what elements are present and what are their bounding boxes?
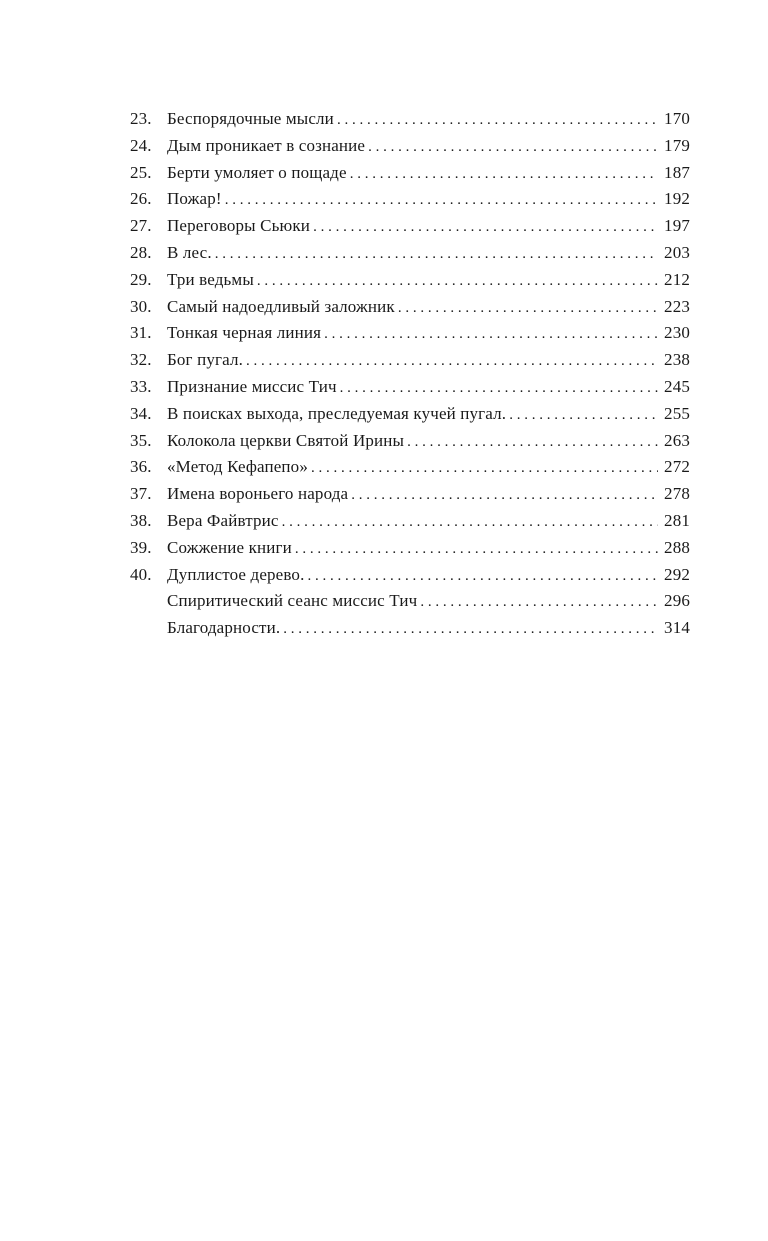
toc-entry <box>130 267 690 294</box>
dot-leader <box>307 563 658 590</box>
entry-number: 33. <box>130 376 152 396</box>
toc-entry <box>130 106 690 133</box>
entry-page: 245 <box>664 376 690 396</box>
entry-title: Самый надоедливый заложник <box>167 296 395 316</box>
entry-title: Колокола церкви Святой Ирины <box>167 430 405 450</box>
entry-number: 34. <box>130 403 152 423</box>
entry-title: Бог пугал. <box>167 350 243 370</box>
entry-number: 31. <box>130 323 152 343</box>
entry-title: Беспорядочные мысли <box>167 109 334 128</box>
dot-leader <box>313 214 658 241</box>
entry-page: 278 <box>664 484 690 504</box>
dot-leader <box>351 482 658 509</box>
toc-entry <box>130 186 690 213</box>
toc-entry <box>130 374 690 401</box>
toc-entry <box>130 320 690 347</box>
entry-number: 28. <box>130 242 152 262</box>
entry-number: 38. <box>130 510 152 530</box>
dot-leader <box>324 321 658 348</box>
entry-title: Спиритический сеанс миссис Тич <box>167 591 418 611</box>
toc-entry <box>130 428 690 455</box>
entry-title: Имена вороньего народа <box>167 484 349 504</box>
entry-number: 32. <box>130 350 152 370</box>
dot-leader <box>246 348 658 375</box>
entry-page: 203 <box>664 242 690 262</box>
table-of-contents <box>130 106 690 642</box>
dot-leader <box>368 134 658 161</box>
dot-leader <box>257 268 658 295</box>
entry-number: 24. <box>130 135 152 155</box>
dot-leader <box>420 589 658 616</box>
dot-leader <box>215 241 658 268</box>
dot-leader <box>350 161 658 188</box>
toc-entry <box>130 535 690 562</box>
dot-leader <box>509 402 658 429</box>
toc-entry <box>130 481 690 508</box>
entry-page: 187 <box>664 162 690 182</box>
entry-page: 263 <box>664 430 690 450</box>
entry-title: Признание миссис Тич <box>167 376 337 396</box>
toc-entry <box>130 294 690 321</box>
dot-leader <box>407 429 658 456</box>
entry-page: 238 <box>664 350 690 370</box>
dot-leader <box>311 455 658 482</box>
entry-page: 179 <box>664 135 690 155</box>
entry-title: Сожжение книги <box>167 537 292 557</box>
entry-page: 230 <box>664 323 690 343</box>
toc-entry <box>130 133 690 160</box>
toc-entry <box>130 562 690 589</box>
entry-number: 30. <box>130 296 152 316</box>
entry-title: Берти умоляет о пощаде <box>167 162 347 182</box>
entry-page: 223 <box>664 296 690 316</box>
entry-page: 288 <box>664 537 690 557</box>
toc-entry <box>130 347 690 374</box>
entry-number: 35. <box>130 430 152 450</box>
entry-number: 29. <box>130 269 152 289</box>
toc-entry <box>130 588 690 615</box>
toc-entry <box>130 454 690 481</box>
entry-number: 26. <box>130 189 152 209</box>
dot-leader <box>337 107 658 134</box>
toc-entry <box>130 615 690 642</box>
dot-leader <box>283 616 658 643</box>
entry-page: 272 <box>664 457 690 477</box>
dot-leader <box>340 375 658 402</box>
entry-title: «Метод Кефапепо» <box>167 457 308 477</box>
toc-entry <box>130 240 690 267</box>
dot-leader <box>295 536 658 563</box>
entry-page: 314 <box>664 618 690 638</box>
entry-page: 170 <box>664 109 690 128</box>
toc-entry <box>130 508 690 535</box>
entry-title: Три ведьмы <box>167 269 254 289</box>
dot-leader <box>282 509 658 536</box>
entry-number: 40. <box>130 564 152 584</box>
entry-title: Тонкая черная линия <box>167 323 322 343</box>
entry-page: 296 <box>664 591 690 611</box>
dot-leader <box>398 295 658 322</box>
entry-number: 39. <box>130 537 152 557</box>
entry-number: 23. <box>130 109 152 128</box>
entry-page: 292 <box>664 564 690 584</box>
entry-page: 281 <box>664 510 690 530</box>
entry-page: 212 <box>664 269 690 289</box>
entry-number: 25. <box>130 162 152 182</box>
entry-title: Дым проникает в сознание <box>167 135 366 155</box>
entry-title: В поисках выхода, преследуемая кучей пугал. <box>167 403 507 423</box>
toc-entry <box>130 213 690 240</box>
toc-entry <box>130 401 690 428</box>
entry-page: 255 <box>664 403 690 423</box>
entry-title: Дуплистое дерево. <box>167 564 305 584</box>
dot-leader <box>225 187 658 214</box>
entry-number: 27. <box>130 216 152 236</box>
entry-number: 36. <box>130 457 152 477</box>
entry-title: В лес. <box>167 242 212 262</box>
entry-page: 192 <box>664 189 690 209</box>
entry-number: 37. <box>130 484 152 504</box>
toc-entry <box>130 160 690 187</box>
entry-title: Пожар! <box>167 189 222 209</box>
entry-title: Переговоры Сьюки <box>167 216 311 236</box>
entry-title: Вера Файвтрис <box>167 510 279 530</box>
entry-page: 197 <box>664 216 690 236</box>
entry-title: Благодарности. <box>167 618 281 638</box>
